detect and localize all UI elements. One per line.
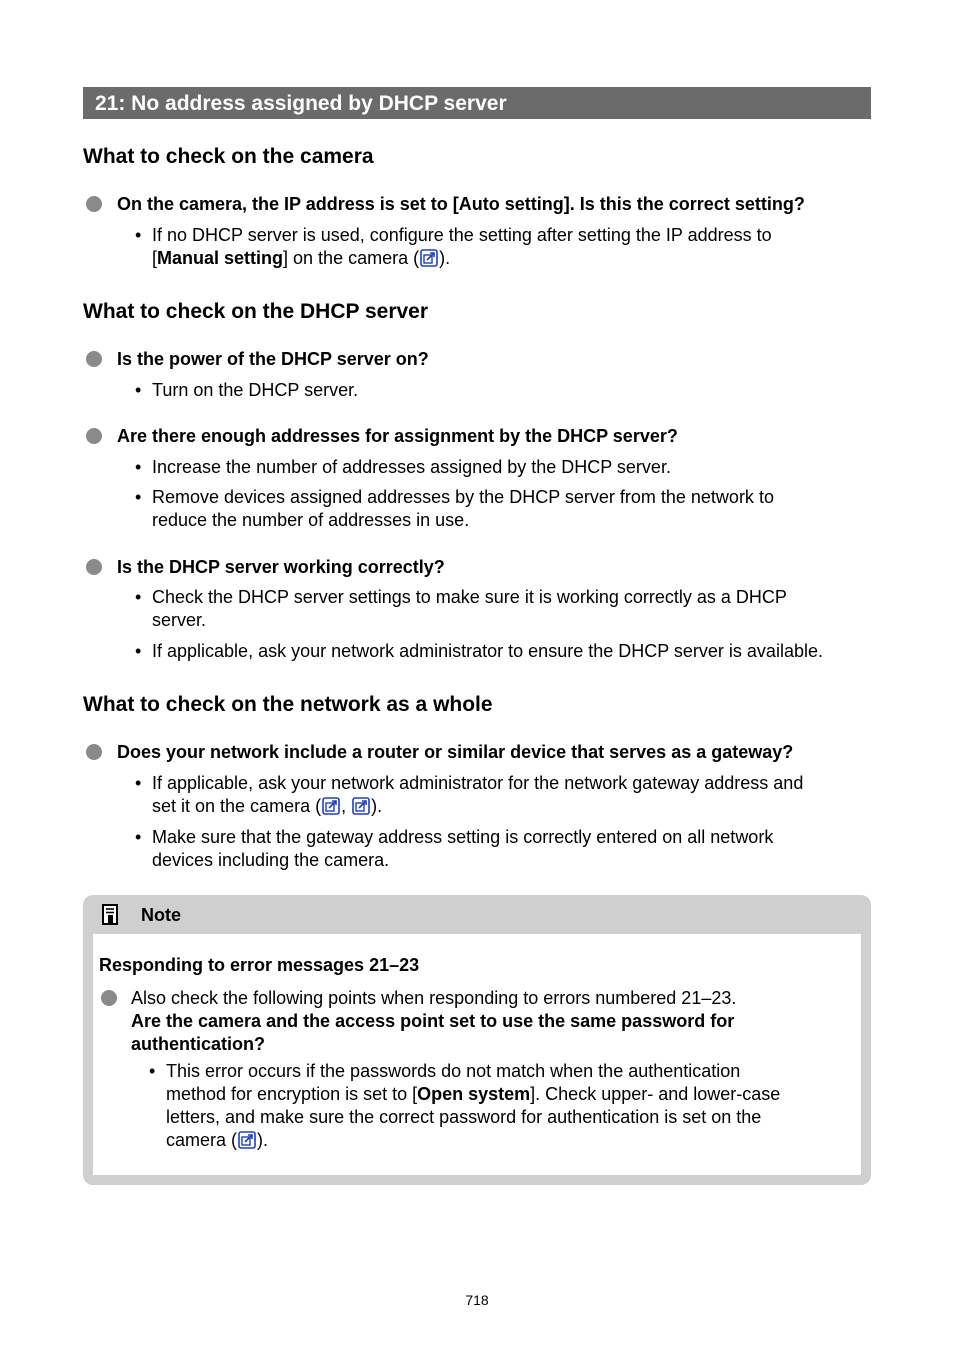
sub-bullet: • (135, 773, 142, 793)
network-section-heading: What to check on the network as a whole (83, 693, 493, 716)
dhcp-q3-item-1-line1: Check the DHCP server settings to make sure it is working correctly as a DHCP (152, 587, 787, 607)
dhcp-question-3 (85, 556, 875, 579)
page-link-icon[interactable] (352, 797, 370, 815)
dhcp-question-1 (85, 348, 875, 371)
sub-bullet: • (135, 641, 142, 661)
network-item-2-line2: devices including the camera. (152, 850, 390, 870)
page-link-icon[interactable] (238, 1131, 256, 1149)
dhcp-q2-item-2-line1: Remove devices assigned addresses by the DHCP server from the network to (152, 487, 774, 507)
dhcp-section-heading: What to check on the DHCP server (83, 300, 429, 323)
bullet-dot (86, 196, 102, 212)
bullet-dot (86, 351, 102, 367)
dhcp-question-3-text: Is the DHCP server working correctly? (117, 557, 445, 577)
network-item-2-line1: Make sure that the gateway address setting is correctly entered on all network (152, 827, 774, 847)
network-item-1 (135, 772, 875, 818)
bullet-dot (86, 428, 102, 444)
dhcp-q2-item-1-text: Increase the number of addresses assigned by the DHCP server. (152, 457, 671, 477)
section-title: 21: No address assigned by DHCP server (95, 92, 507, 115)
note-item-line2: method for encryption is set to [Open system]. Check upper- and lower-case (166, 1084, 781, 1104)
note-item-line3: letters, and make sure the correct password for authentication is set on the (166, 1107, 762, 1127)
dhcp-q1-item-text: Turn on the DHCP server. (152, 380, 359, 400)
note-subheading: Responding to error messages 21–23 (99, 955, 420, 975)
dhcp-q1-item (135, 379, 875, 402)
network-question-text: Does your network include a router or similar device that serves as a gateway? (117, 742, 794, 762)
network-item-1-line1: If applicable, ask your network administrator for the network gateway address and (152, 773, 804, 793)
page-number: 718 (465, 1292, 489, 1308)
dhcp-q3-item-1 (135, 586, 875, 632)
memo-icon (101, 904, 121, 926)
note-item-line4: camera ( ). (166, 1130, 269, 1150)
note-title: Note (141, 905, 181, 925)
note-bullet (101, 987, 861, 1057)
sub-bullet: • (149, 1061, 156, 1081)
camera-item (135, 224, 875, 270)
section-title-bar (83, 87, 871, 119)
note-question-line2: authentication? (131, 1034, 265, 1054)
dhcp-q2-item-1 (135, 456, 875, 479)
note-item (149, 1060, 849, 1152)
dhcp-q2-item-2-line2: reduce the number of addresses in use. (152, 510, 470, 530)
page-link-icon[interactable] (420, 249, 438, 267)
note-question-line1: Are the camera and the access point set to use the same password for (131, 1011, 735, 1031)
note-bullet-text: Also check the following points when responding to errors numbered 21–23. (131, 988, 737, 1008)
dhcp-q3-item-1-line2: server. (152, 610, 207, 630)
dhcp-q3-item-2-text: If applicable, ask your network administrator to ensure the DHCP server is available. (152, 641, 823, 661)
bullet-dot (86, 744, 102, 760)
sub-bullet: • (135, 380, 142, 400)
sub-bullet: • (135, 487, 142, 507)
dhcp-question-2-text: Are there enough addresses for assignment by the DHCP server? (117, 426, 678, 446)
camera-item-line1: If no DHCP server is used, configure the setting after setting the IP address to (152, 225, 772, 245)
sub-bullet: • (135, 225, 142, 245)
camera-item-line2: [Manual setting] on the camera ( ). (152, 248, 451, 268)
camera-section-heading: What to check on the camera (83, 145, 374, 168)
network-item-2 (135, 826, 875, 872)
dhcp-q2-item-2 (135, 486, 875, 532)
dhcp-question-1-text: Is the power of the DHCP server on? (117, 349, 429, 369)
camera-question-text: On the camera, the IP address is set to [Auto setting]. Is this the correct setting? (117, 194, 805, 214)
network-question (85, 741, 875, 764)
note-item-line1: This error occurs if the passwords do not match when the authentication (166, 1061, 741, 1081)
bullet-dot (86, 559, 102, 575)
open-system-label: Open system (417, 1084, 531, 1104)
sub-bullet: • (135, 587, 142, 607)
manual-setting-label: Manual setting (157, 248, 284, 268)
page-link-icon[interactable] (322, 797, 340, 815)
network-item-1-line2: set it on the camera ( , ). (152, 796, 383, 816)
dhcp-question-2 (85, 425, 875, 448)
sub-bullet: • (135, 827, 142, 847)
camera-question (85, 193, 875, 216)
dhcp-q3-item-2 (135, 640, 875, 663)
sub-bullet: • (135, 457, 142, 477)
bullet-dot (101, 990, 117, 1006)
